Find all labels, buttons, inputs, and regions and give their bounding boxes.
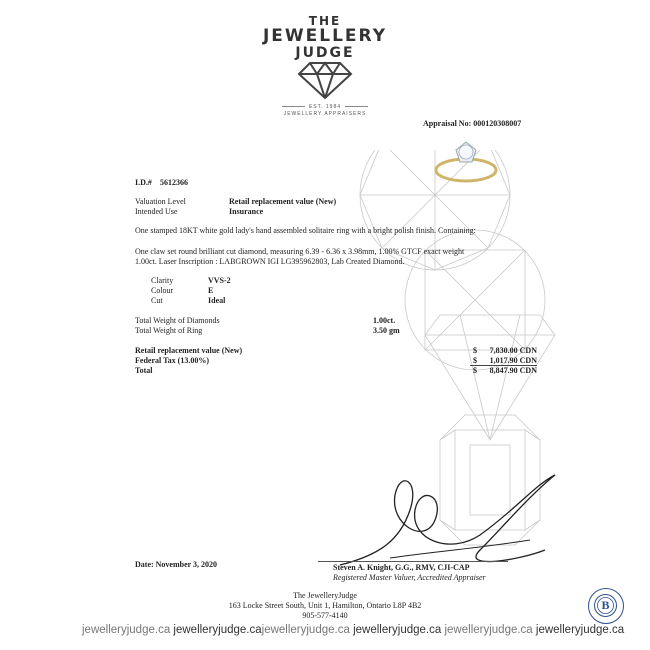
retail-value-currency: $ xyxy=(473,346,477,355)
footer-site-6: jewelleryjudge.ca xyxy=(535,624,625,636)
colour-label: Colour xyxy=(151,286,174,295)
total-currency: $ xyxy=(473,366,477,375)
footer-site-2: jewelleryjudge.ca xyxy=(173,624,262,636)
valuation-level-label: Valuation Level xyxy=(135,197,186,206)
cut-value: Ideal xyxy=(208,296,226,305)
tax-label: Federal Tax (13.00%) xyxy=(135,356,209,365)
id-value: 5612366 xyxy=(160,178,188,187)
valuation-level-value: Retail replacement value (New) xyxy=(229,197,337,206)
total-label: Total xyxy=(135,366,153,375)
brand-judge: JUDGE xyxy=(295,45,355,61)
description-ring: One stamped 18KT white gold lady's hand assembled solitaire ring with a bright polish finish. Containing: xyxy=(135,226,476,235)
address-street: 163 Locke Street South, Unit 1, Hamilton, Ontario L8P 4B2 xyxy=(228,601,422,610)
footer-site-4: jewelleryjudge.ca xyxy=(353,624,442,636)
description-diamond-2: 1.00ct. Laser Inscription : LABGROWN IGI LG395962803, Lab Created Diamond. xyxy=(135,257,405,266)
footer-site-5: jewelleryjudge.ca xyxy=(444,624,533,636)
appraisal-date: Date: November 3, 2020 xyxy=(135,560,218,569)
brand-appraisers: JEWELLERY APPRAISERS xyxy=(283,111,367,117)
footer-site-3: jewelleryjudge.ca xyxy=(261,624,350,636)
footer-website-row xyxy=(82,624,625,636)
colour-value: E xyxy=(208,286,214,295)
intended-use-value: Insurance xyxy=(229,207,264,216)
brand-badge-icon xyxy=(588,588,624,624)
id-label: I.D.# xyxy=(135,178,152,187)
signer-name: Steven A. Knight, G.G., RMV, CJI-CAP xyxy=(333,563,470,572)
ring-photo xyxy=(428,140,504,188)
brand-jewellery: JEWELLERY xyxy=(262,26,388,46)
footer-site-1: jewelleryjudge.ca xyxy=(82,624,171,636)
ring-weight-value: 3.50 gm xyxy=(373,326,400,335)
clarity-label: Clarity xyxy=(151,276,174,285)
signature-line xyxy=(318,561,508,562)
appraisal-number: Appraisal No: 000120308007 xyxy=(423,119,522,128)
address-company: The JewelleryJudge xyxy=(293,591,357,600)
signer-title: Registered Master Valuer, Accredited Appraiser xyxy=(333,573,486,582)
total-amount: 8,847.90 CDN xyxy=(489,366,537,375)
retail-value-label: Retail replacement value (New) xyxy=(135,346,243,355)
brand-est: EST. 1984 xyxy=(305,104,345,110)
tax-currency: $ xyxy=(473,356,477,365)
ring-weight-label: Total Weight of Ring xyxy=(135,326,203,335)
address-phone: 905-577-4140 xyxy=(302,611,348,620)
tax-amount: 1,017.90 CDN xyxy=(489,356,537,365)
cut-label: Cut xyxy=(151,296,163,305)
clarity-value: VVS-2 xyxy=(208,276,231,285)
diamond-logo-icon xyxy=(296,60,354,100)
diamond-weight-label: Total Weight of Diamonds xyxy=(135,316,220,325)
signature-scribble xyxy=(330,440,570,580)
brand-the: THE xyxy=(308,14,342,28)
intended-use-label: Intended Use xyxy=(135,207,178,216)
badge-letter: B xyxy=(601,598,610,612)
description-diamond-1: One claw set round brilliant cut diamond, measuring 6.39 - 6.36 x 3.98mm, 1.00% GTCF exact weight xyxy=(135,247,465,256)
retail-value-amount: 7,830.00 CDN xyxy=(489,346,537,355)
diamond-weight-value: 1.00ct. xyxy=(373,316,396,325)
